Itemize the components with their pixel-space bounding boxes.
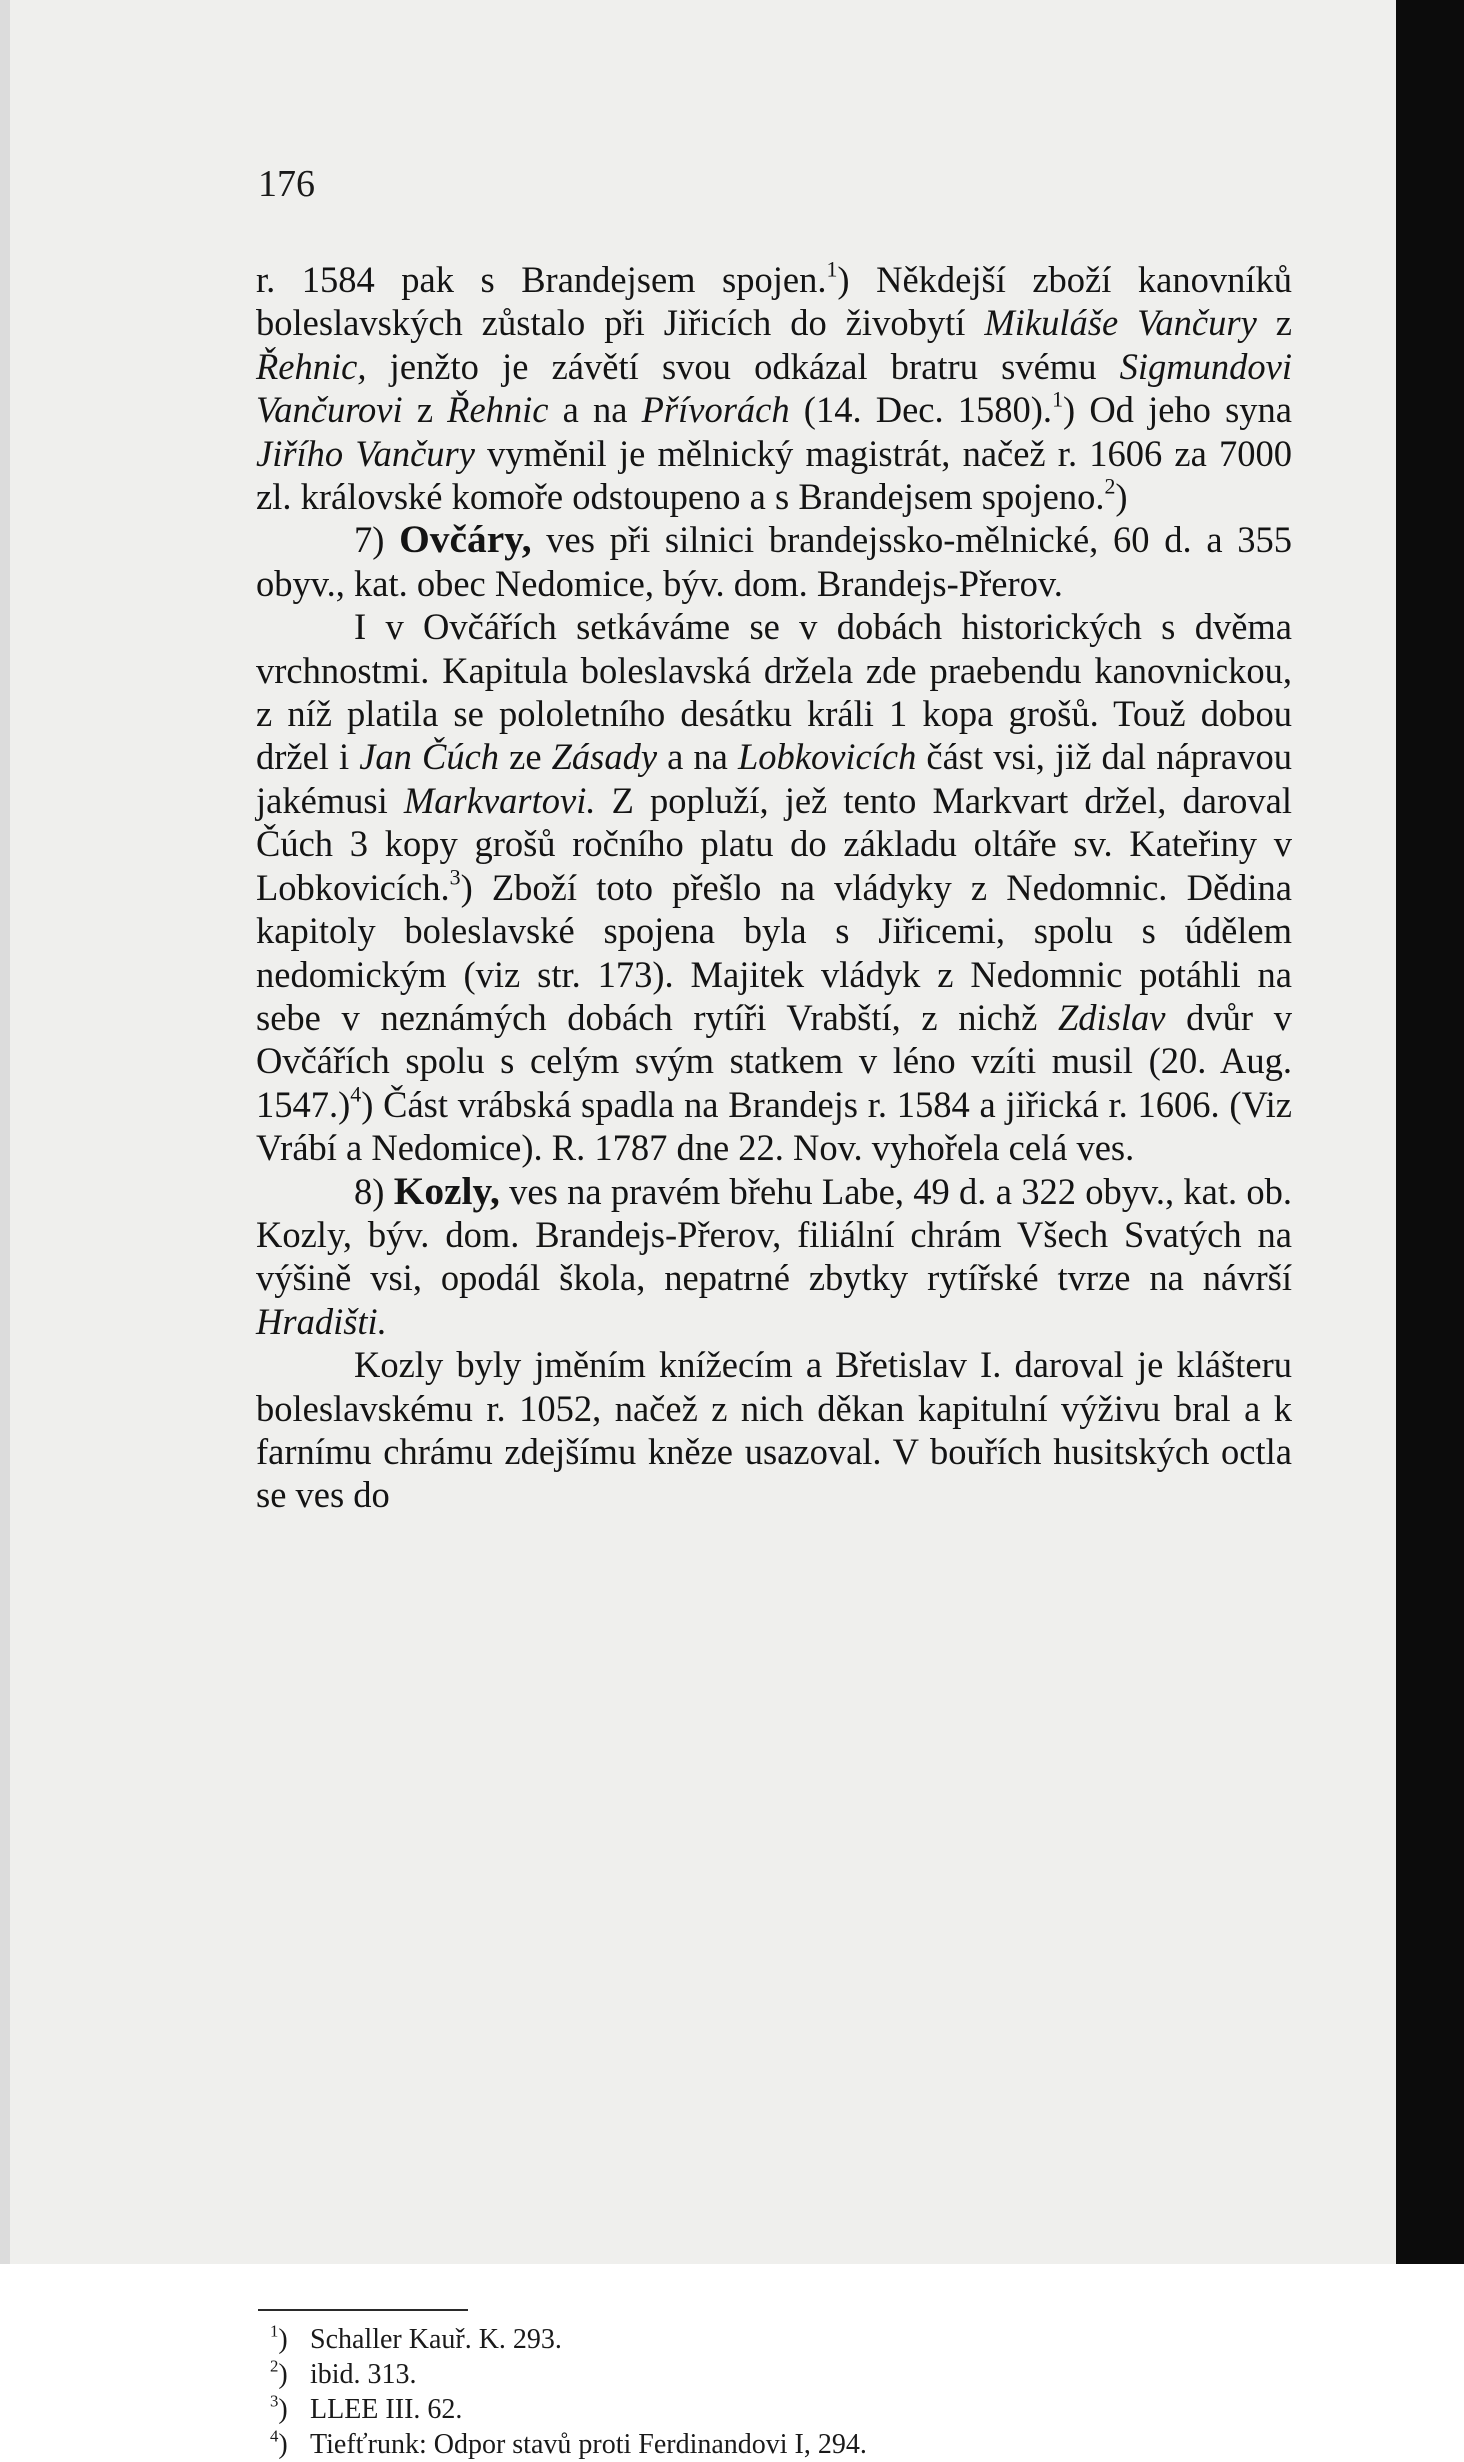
footnotes (270, 2321, 867, 2462)
text-run: a na (657, 736, 738, 778)
text-run: dvůr v Ovčářích spolu s celým svým statkem v léno vzíti musil (20. Aug. 1547.) (256, 996, 1292, 1125)
footnote-mark: $^2$) (270, 2356, 288, 2390)
footnote-number: 3 (270, 2391, 279, 2411)
paragraph (256, 1343, 1292, 1517)
text-run: (14. Dec. 1580). (789, 389, 1053, 431)
italic-name: Mikuláše Vančury (984, 302, 1257, 344)
text-run: vyměnil je mělnický magistrát, načež r. 1606 za 7000 zl. královské komoře odstoupeno a s Brandejsem spojeno. (256, 432, 1292, 518)
italic-name: Jiřího Vančury (256, 432, 475, 474)
text-run: ) Zboží toto přešlo na vládyky z Nedomnic. Dědina kapitoly boleslavské spojena byla s Jiřicemi, spolu s údělem nedomickým (viz str. 173). Majitek vládyk z Nedomnic potáhli na sebe v neznámých dobách rytíři Vrabští, z nichž (256, 866, 1292, 1038)
text-run: ) Část vrábská spadla na Brandejs r. 1584 a jiřická r. 1606. (Viz Vrábí a Nedomice). R. 1787 dne 22. Nov. vyhořela celá ves. (256, 1083, 1292, 1169)
text-run: 8) (354, 1170, 394, 1212)
italic-name: Řehnic, (256, 345, 367, 387)
footnote-text: Tiefťrunk: Odpor stavů proti Ferdinandovi I, 294. (310, 2429, 867, 2460)
footnote (270, 2426, 867, 2462)
italic-name: Jan Čúch (359, 736, 500, 778)
footnote-ref: 1 (826, 256, 838, 282)
italic-name: Lobkovicích (737, 736, 917, 778)
footnote-mark: $^1$) (270, 2321, 288, 2355)
text-run: Kozly byly jměním knížecím a Břetislav I. daroval je klášteru boleslavskému r. 1052, načež z nich děkan kapitulní výživu bral a k farnímu chrámu zdejšímu kněze usazoval. V bouřích husitských octla se ves do (256, 1344, 1292, 1516)
italic-name: Zdislav (1058, 996, 1166, 1038)
footnote (270, 2391, 867, 2427)
footnote (270, 2356, 867, 2392)
text-run: ) (1115, 476, 1128, 518)
scan-dark-edge (1396, 0, 1464, 2264)
text-run: jenžto je závětí svou odkázal bratru svému (366, 345, 1120, 387)
text-run: z (402, 389, 448, 431)
footnote-text: Schaller Kauř. K. 293. (310, 2324, 562, 2355)
footnote-ref: 2 (1104, 473, 1116, 499)
footnote-number: 2 (270, 2356, 279, 2376)
footnote-ref: 1 (1052, 386, 1064, 412)
page-number: 176 (258, 163, 315, 205)
text-run: ) Od jeho syna (1063, 389, 1292, 431)
text-run: část vsi, již dal nápravou jakémusi (256, 736, 1293, 821)
text-run: z (1256, 302, 1293, 344)
place-name: Ovčáry, (399, 517, 532, 562)
text-run: r. 1584 pak s Brandejsem spojen. (256, 259, 827, 300)
paragraph (256, 1170, 1292, 1344)
text-run: I v Ovčářích setkáváme se v dobách historických s dvěma vrchnostmi. Kapitula boleslavská držela zde praebendu kanovnickou, z níž platila se pololetního desátku králi 1 kopa grošů. Touž dobou držel i (256, 606, 1292, 778)
footnote-text: LLEE III. 62. (310, 2394, 463, 2425)
text-run: ze (499, 736, 552, 778)
italic-name: Přívorách (641, 389, 790, 431)
italic-name: Hradišti. (256, 1300, 387, 1342)
italic-name: Sigmundovi Vančurovi (256, 345, 1292, 431)
text-run: Z popluží, jež tento Markvart držel, daroval Čúch 3 kopy grošů ročního platu do základu oltáře sv. Kateřiny v Lobkovicích. (256, 779, 1292, 908)
text-run: ves při silnici brandejssko-mělnické, 60 d. a 355 obyv., kat. obec Nedomice, býv. dom. Brandejs-Přerov. (256, 519, 1293, 604)
footnote-mark: $^4$) (270, 2426, 288, 2460)
italic-name: Zásady (551, 736, 658, 778)
footnote-rule (258, 2309, 468, 2311)
text-run: ves na pravém břehu Labe, 49 d. a 322 obyv., kat. ob. Kozly, býv. dom. Brandejs-Přerov, filiální chrám Všech Svatých na výšině vsi, opodál škola, nepatrné zbytky rytířské tvrze na návrší (256, 1170, 1292, 1299)
footnote-mark: $^3$) (270, 2391, 288, 2425)
footnote-number: 1 (270, 2321, 279, 2341)
footnote (270, 2321, 867, 2357)
footnote-text: ibid. 313. (310, 2359, 417, 2390)
place-name: Kozly, (393, 1168, 500, 1213)
italic-name: Řehnic (447, 389, 549, 431)
paragraph (256, 258, 1292, 518)
text-run: a na (548, 389, 642, 431)
italic-name: Markvartovi. (403, 779, 596, 821)
paragraph (256, 518, 1292, 605)
body-text (256, 258, 1292, 1517)
footnote-ref: 3 (449, 864, 461, 890)
text-run: 7) (354, 519, 400, 561)
text-run: ) Někdejší zboží kanovníků boleslavských zůstalo při Jiřicích do živobytí (256, 259, 1292, 344)
footnote-ref: 4 (350, 1081, 362, 1107)
footnote-number: 4 (270, 2426, 279, 2446)
paragraph (256, 605, 1292, 1169)
